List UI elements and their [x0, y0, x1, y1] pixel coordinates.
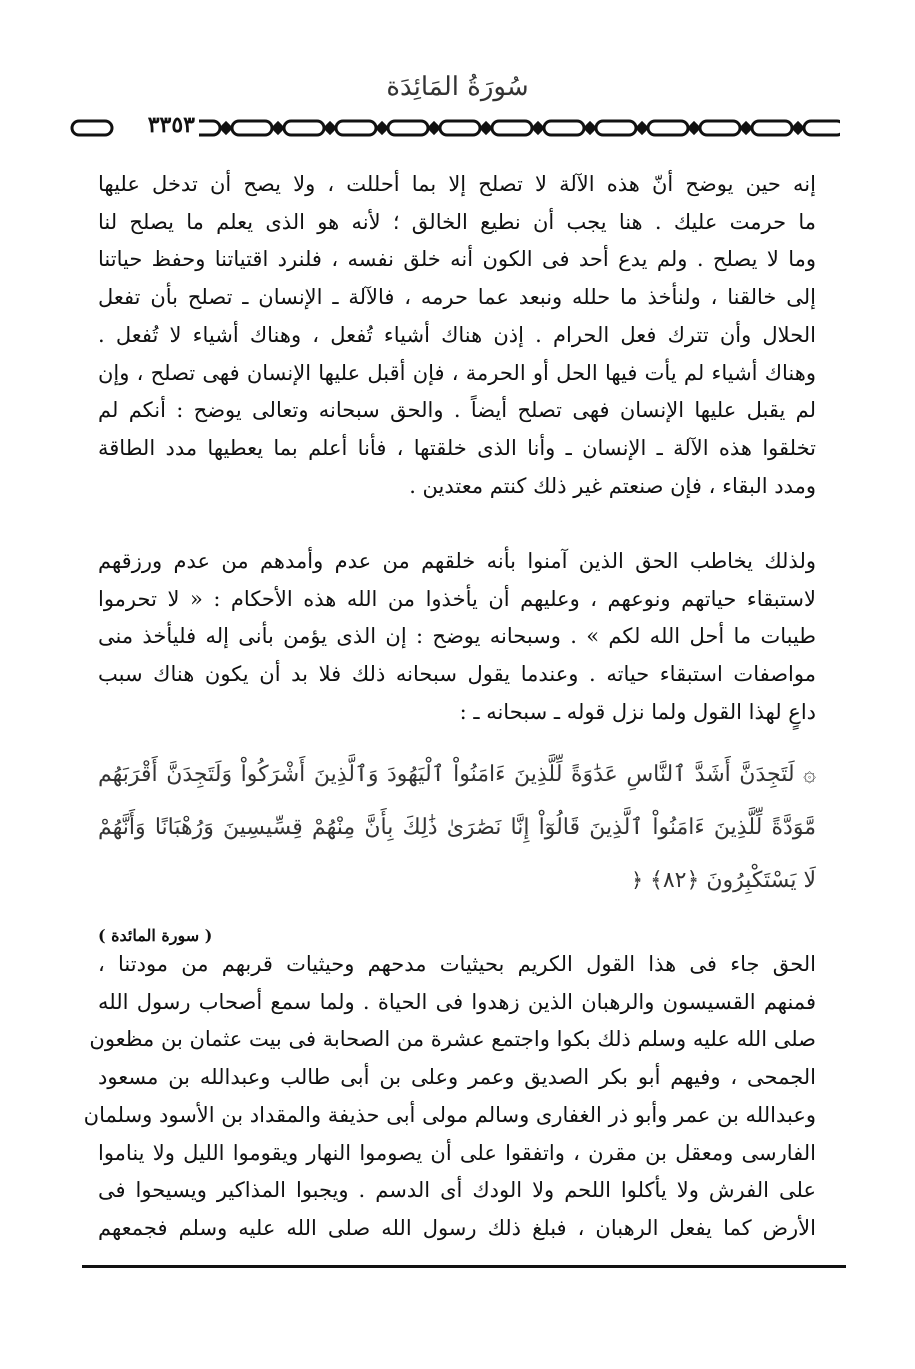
- text-line: إنه حين يوضح أنّ هذه الآلة لا تصلح إلا بما أحللت ، ولا يصح أن تدخل عليها: [98, 172, 816, 196]
- text-line: الجمحى ، وفيهم أبو بكر الصديق وعمر وعلى بن أبى طالب وعبدالله بن مسعود: [98, 1065, 816, 1090]
- text-line: الأرض كما يفعل الرهبان ، فبلغ ذلك رسول الله صلى الله عليه وسلم فجمعهم: [98, 1215, 816, 1240]
- border-oval: [284, 121, 324, 135]
- border-oval: [232, 121, 272, 135]
- text-line: ومدد البقاء ، فإن صنعتم غير ذلك كنتم معتدين .: [409, 473, 816, 498]
- text-line: وعبدالله بن عمر وأبو ذر الغفارى وسالم مولى أبى حذيفة والمقداد بن الأسود وسلمان: [83, 1102, 816, 1127]
- text-line: وهناك أشياء لم يأت فيها الحل أو الحرمة ، فإن أقبل عليها الإنسان فهى تصلح ، وإن: [98, 360, 816, 385]
- text-line: لاستبقاء حياتهم ونوعهم ، وعليهم أن يأخذوا من الله هذه الأحكام : « لا تحرموا: [98, 586, 816, 611]
- border-oval: [752, 121, 792, 135]
- border-diamond: [585, 123, 595, 133]
- text-line: لم يقبل عليها الإنسان فهى تصلح أيضاً . والحق سبحانه وتعالى يوضح : أنكم لم: [98, 398, 816, 423]
- border-oval: [336, 121, 376, 135]
- text-line: الحلال وأن تترك فعل الحرام . إذن هناك أشياء تُفعل ، وهناك أشياء لا تُفعل .: [98, 322, 816, 347]
- verse-line-text: لَا يَسْتَكْبِرُونَ ﴿٨٢﴾: [649, 868, 816, 893]
- paragraph-3: [83, 946, 816, 1248]
- text-line: وما لا يصلح . ولم يدع أحد فى الكون أنه خلق نفسه ، فلنرد اقتياتنا وحفظ حياتنا: [98, 247, 816, 272]
- quran-verse: [98, 748, 816, 907]
- text-line: فمنهم القسيسون والرهبان الذين زهدوا فى الحياة . ولما سمع أصحاب رسول الله: [98, 989, 816, 1014]
- text-line: ما حرمت عليك . هنا يجب أن نطيع الخالق ؛ لأنه هو الذى يعلم ما يصلح لنا: [98, 209, 816, 234]
- border-oval: [700, 121, 740, 135]
- border-oval: [544, 121, 584, 135]
- text-line: صلى الله عليه وسلم ذلك بكوا واجتمع عشرة من الصحابة فى بيت عثمان بن مظعون: [89, 1027, 816, 1052]
- verse-line: [98, 854, 816, 907]
- verse-line: ۞ لَتَجِدَنَّ أَشَدَّ ٱلنَّاسِ عَدَٰوَةً لِّلَّذِينَ ءَامَنُواْ ٱلْيَهُودَ وَٱلَّذِينَ أَشْرَكُواْ وَلَتَجِدَنَّ أَقْرَبَهُم: [98, 762, 816, 787]
- border-diamond: [273, 123, 283, 133]
- border-oval: [72, 121, 112, 135]
- border-diamond: [741, 123, 751, 133]
- text-line: تخلقوا هذه الآلة ـ الإنسان ـ وأنا الذى خلقتها ، فأنا أعلم بما يعطيها مدد الطاقة: [98, 435, 816, 460]
- text-line: الحق جاء فى هذا القول الكريم بحيثيات مدحهم وحيثيات قربهم من مودتنا ،: [98, 952, 816, 976]
- text-line: طيبات ما أحل الله لكم » . وسبحانه يوضح : إن الذى يؤمن بأنى إله فليأخذ منى: [98, 624, 816, 649]
- text-line: الفارسى ومعقل بن مقرن ، واتفقوا على أن يصوموا النهار ويقوموا الليل ولا يناموا: [98, 1140, 816, 1165]
- border-diamond: [481, 123, 491, 133]
- border-diamond: [689, 123, 699, 133]
- verse-end-mark: ﴿: [631, 868, 643, 892]
- border-oval: [804, 121, 840, 135]
- text-line: ولذلك يخاطب الحق الذين آمنوا بأنه خلقهم من عدم وأمدهم من عدم ورزقهم: [98, 549, 816, 573]
- footer-rule: [82, 1265, 846, 1268]
- border-oval: [388, 121, 428, 135]
- page-number: ٣٣٥٣: [144, 112, 199, 138]
- paragraph-2: [98, 543, 816, 732]
- border-diamond: [377, 123, 387, 133]
- surah-title: سُورَةُ المَائِدَة: [386, 72, 529, 102]
- border-diamond: [429, 123, 439, 133]
- text-line: داعٍ لهذا القول ولما نزل قوله ـ سبحانه ـ :: [459, 699, 816, 724]
- border-diamond: [221, 123, 231, 133]
- border-diamond: [325, 123, 335, 133]
- border-oval: [648, 121, 688, 135]
- border-diamond: [533, 123, 543, 133]
- border-diamond: [793, 123, 803, 133]
- border-diamond: [637, 123, 647, 133]
- verse-line: مَّوَدَّةً لِّلَّذِينَ ءَامَنُواْ ٱلَّذِينَ قَالُوٓاْ إِنَّا نَصَٰرَىٰ ذَٰلِكَ بِأَنَّ مِنْهُمْ قِسِّيسِينَ وَرُهْبَانًا وَأَنَّهُمْ: [98, 815, 816, 840]
- border-oval: [440, 121, 480, 135]
- border-oval: [596, 121, 636, 135]
- text-line: إلى خالقنا ، ولنأخذ ما حلله ونبعد عما حرمه ، فالآلة ـ الإنسان ـ تصلح بأن تفعل: [98, 285, 816, 310]
- text-line: مواصفات استبقاء حياته . وعندما يقول سبحانه ذلك فلا بد أن يكون هناك سبب: [98, 662, 816, 687]
- verse-reference: ( سورة المائدة ): [98, 926, 213, 945]
- paragraph-1: [98, 166, 816, 505]
- border-oval: [492, 121, 532, 135]
- text-line: على الفرش ولا يأكلوا اللحم ولا الودك أى الدسم . ويجبوا المذاكير ويسيحوا فى: [98, 1178, 816, 1203]
